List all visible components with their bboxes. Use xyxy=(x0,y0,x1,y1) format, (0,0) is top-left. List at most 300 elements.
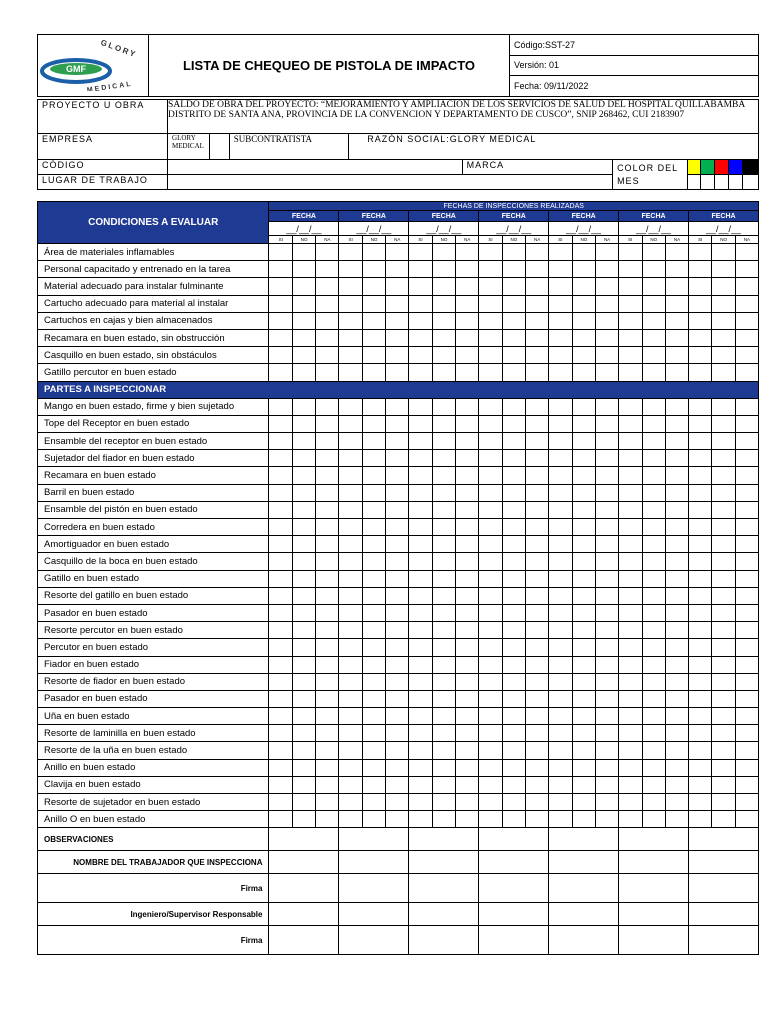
check-cell[interactable] xyxy=(596,278,619,295)
check-cell[interactable] xyxy=(339,536,362,553)
check-cell[interactable] xyxy=(362,398,385,415)
check-cell[interactable] xyxy=(619,656,642,673)
check-cell[interactable] xyxy=(526,415,549,432)
check-cell[interactable] xyxy=(689,519,712,536)
check-cell[interactable] xyxy=(712,484,735,501)
check-cell[interactable] xyxy=(386,794,409,811)
signature-cell[interactable] xyxy=(409,874,479,903)
signature-cell[interactable] xyxy=(619,851,689,874)
check-cell[interactable] xyxy=(269,501,292,518)
check-cell[interactable] xyxy=(596,553,619,570)
check-cell[interactable] xyxy=(386,742,409,759)
check-cell[interactable] xyxy=(642,690,665,707)
check-cell[interactable] xyxy=(292,570,315,587)
check-cell[interactable] xyxy=(596,519,619,536)
signature-cell[interactable] xyxy=(269,874,339,903)
check-cell[interactable] xyxy=(456,347,479,364)
check-cell[interactable] xyxy=(502,415,525,432)
check-cell[interactable] xyxy=(386,776,409,793)
check-cell[interactable] xyxy=(409,811,432,828)
check-cell[interactable] xyxy=(316,673,339,690)
check-cell[interactable] xyxy=(502,759,525,776)
check-cell[interactable] xyxy=(572,639,595,656)
empresa-blank[interactable] xyxy=(209,134,229,160)
check-cell[interactable] xyxy=(665,244,688,261)
check-cell[interactable] xyxy=(269,329,292,346)
check-cell[interactable] xyxy=(665,776,688,793)
check-cell[interactable] xyxy=(712,587,735,604)
check-cell[interactable] xyxy=(596,622,619,639)
check-cell[interactable] xyxy=(596,639,619,656)
check-cell[interactable] xyxy=(735,278,758,295)
signature-cell[interactable] xyxy=(619,874,689,903)
check-cell[interactable] xyxy=(596,244,619,261)
check-cell[interactable] xyxy=(619,329,642,346)
check-cell[interactable] xyxy=(432,708,455,725)
check-cell[interactable] xyxy=(526,244,549,261)
check-cell[interactable] xyxy=(549,742,572,759)
check-cell[interactable] xyxy=(665,673,688,690)
check-cell[interactable] xyxy=(502,347,525,364)
check-cell[interactable] xyxy=(456,811,479,828)
check-cell[interactable] xyxy=(572,501,595,518)
check-cell[interactable] xyxy=(362,759,385,776)
check-cell[interactable] xyxy=(712,536,735,553)
check-cell[interactable] xyxy=(456,467,479,484)
check-cell[interactable] xyxy=(432,484,455,501)
check-cell[interactable] xyxy=(386,261,409,278)
check-cell[interactable] xyxy=(642,639,665,656)
signature-cell[interactable] xyxy=(689,926,759,955)
check-cell[interactable] xyxy=(549,587,572,604)
check-cell[interactable] xyxy=(269,570,292,587)
check-cell[interactable] xyxy=(572,312,595,329)
check-cell[interactable] xyxy=(316,312,339,329)
signature-cell[interactable] xyxy=(269,903,339,926)
check-cell[interactable] xyxy=(619,742,642,759)
signature-cell[interactable] xyxy=(409,851,479,874)
check-cell[interactable] xyxy=(549,536,572,553)
check-cell[interactable] xyxy=(549,622,572,639)
check-cell[interactable] xyxy=(665,312,688,329)
check-cell[interactable] xyxy=(362,639,385,656)
check-cell[interactable] xyxy=(292,433,315,450)
check-cell[interactable] xyxy=(269,433,292,450)
check-cell[interactable] xyxy=(386,759,409,776)
check-cell[interactable] xyxy=(665,347,688,364)
check-cell[interactable] xyxy=(409,467,432,484)
check-cell[interactable] xyxy=(619,587,642,604)
check-cell[interactable] xyxy=(316,570,339,587)
check-cell[interactable] xyxy=(665,536,688,553)
check-cell[interactable] xyxy=(596,536,619,553)
check-cell[interactable] xyxy=(292,708,315,725)
check-cell[interactable] xyxy=(316,639,339,656)
check-cell[interactable] xyxy=(549,776,572,793)
check-cell[interactable] xyxy=(269,673,292,690)
check-cell[interactable] xyxy=(596,690,619,707)
check-cell[interactable] xyxy=(316,519,339,536)
check-cell[interactable] xyxy=(572,708,595,725)
check-cell[interactable] xyxy=(596,347,619,364)
check-cell[interactable] xyxy=(386,364,409,381)
check-cell[interactable] xyxy=(596,415,619,432)
check-cell[interactable] xyxy=(339,519,362,536)
check-cell[interactable] xyxy=(339,261,362,278)
check-cell[interactable] xyxy=(479,604,502,621)
check-cell[interactable] xyxy=(549,759,572,776)
check-cell[interactable] xyxy=(549,519,572,536)
check-cell[interactable] xyxy=(572,398,595,415)
check-cell[interactable] xyxy=(339,244,362,261)
signature-cell[interactable] xyxy=(409,828,479,851)
check-cell[interactable] xyxy=(269,261,292,278)
check-cell[interactable] xyxy=(269,295,292,312)
check-cell[interactable] xyxy=(526,295,549,312)
check-cell[interactable] xyxy=(572,295,595,312)
check-cell[interactable] xyxy=(479,450,502,467)
check-cell[interactable] xyxy=(432,278,455,295)
signature-cell[interactable] xyxy=(339,874,409,903)
check-cell[interactable] xyxy=(432,570,455,587)
check-cell[interactable] xyxy=(549,794,572,811)
check-cell[interactable] xyxy=(665,794,688,811)
check-cell[interactable] xyxy=(572,776,595,793)
check-cell[interactable] xyxy=(362,587,385,604)
check-cell[interactable] xyxy=(619,467,642,484)
check-cell[interactable] xyxy=(269,811,292,828)
check-cell[interactable] xyxy=(269,536,292,553)
check-cell[interactable] xyxy=(362,604,385,621)
check-cell[interactable] xyxy=(549,347,572,364)
check-cell[interactable] xyxy=(526,312,549,329)
check-cell[interactable] xyxy=(689,725,712,742)
check-cell[interactable] xyxy=(526,570,549,587)
check-cell[interactable] xyxy=(456,742,479,759)
check-cell[interactable] xyxy=(596,484,619,501)
check-cell[interactable] xyxy=(479,398,502,415)
check-cell[interactable] xyxy=(572,759,595,776)
check-cell[interactable] xyxy=(292,639,315,656)
check-cell[interactable] xyxy=(269,312,292,329)
check-cell[interactable] xyxy=(386,433,409,450)
check-cell[interactable] xyxy=(619,261,642,278)
check-cell[interactable] xyxy=(619,708,642,725)
check-cell[interactable] xyxy=(339,347,362,364)
check-cell[interactable] xyxy=(642,725,665,742)
check-cell[interactable] xyxy=(339,690,362,707)
check-cell[interactable] xyxy=(386,553,409,570)
check-cell[interactable] xyxy=(712,450,735,467)
check-cell[interactable] xyxy=(526,398,549,415)
check-cell[interactable] xyxy=(362,536,385,553)
check-cell[interactable] xyxy=(735,622,758,639)
check-cell[interactable] xyxy=(596,501,619,518)
check-cell[interactable] xyxy=(642,673,665,690)
check-cell[interactable] xyxy=(526,261,549,278)
check-cell[interactable] xyxy=(339,639,362,656)
check-cell[interactable] xyxy=(572,742,595,759)
check-cell[interactable] xyxy=(549,278,572,295)
check-cell[interactable] xyxy=(665,398,688,415)
check-cell[interactable] xyxy=(735,415,758,432)
check-cell[interactable] xyxy=(432,604,455,621)
check-cell[interactable] xyxy=(665,742,688,759)
check-cell[interactable] xyxy=(689,604,712,621)
check-cell[interactable] xyxy=(409,690,432,707)
check-cell[interactable] xyxy=(689,467,712,484)
check-cell[interactable] xyxy=(549,261,572,278)
check-cell[interactable] xyxy=(409,673,432,690)
check-cell[interactable] xyxy=(316,776,339,793)
check-cell[interactable] xyxy=(339,622,362,639)
signature-cell[interactable] xyxy=(689,903,759,926)
check-cell[interactable] xyxy=(712,570,735,587)
check-cell[interactable] xyxy=(735,467,758,484)
check-cell[interactable] xyxy=(526,604,549,621)
check-cell[interactable] xyxy=(549,415,572,432)
check-cell[interactable] xyxy=(526,329,549,346)
check-cell[interactable] xyxy=(409,759,432,776)
check-cell[interactable] xyxy=(642,587,665,604)
check-cell[interactable] xyxy=(689,484,712,501)
signature-cell[interactable] xyxy=(339,851,409,874)
check-cell[interactable] xyxy=(526,673,549,690)
check-cell[interactable] xyxy=(316,364,339,381)
check-cell[interactable] xyxy=(642,261,665,278)
check-cell[interactable] xyxy=(502,794,525,811)
check-cell[interactable] xyxy=(549,364,572,381)
check-cell[interactable] xyxy=(572,364,595,381)
check-cell[interactable] xyxy=(526,811,549,828)
check-cell[interactable] xyxy=(502,278,525,295)
check-cell[interactable] xyxy=(712,433,735,450)
check-cell[interactable] xyxy=(479,794,502,811)
check-cell[interactable] xyxy=(502,501,525,518)
signature-cell[interactable] xyxy=(479,926,549,955)
check-cell[interactable] xyxy=(362,467,385,484)
check-cell[interactable] xyxy=(502,295,525,312)
check-cell[interactable] xyxy=(292,484,315,501)
check-cell[interactable] xyxy=(619,501,642,518)
check-cell[interactable] xyxy=(456,639,479,656)
check-cell[interactable] xyxy=(572,622,595,639)
check-cell[interactable] xyxy=(619,364,642,381)
check-cell[interactable] xyxy=(386,725,409,742)
check-cell[interactable] xyxy=(572,794,595,811)
check-cell[interactable] xyxy=(316,484,339,501)
signature-cell[interactable] xyxy=(689,874,759,903)
check-cell[interactable] xyxy=(316,708,339,725)
check-cell[interactable] xyxy=(269,519,292,536)
check-cell[interactable] xyxy=(479,244,502,261)
check-cell[interactable] xyxy=(619,604,642,621)
check-cell[interactable] xyxy=(642,811,665,828)
check-cell[interactable] xyxy=(456,261,479,278)
check-cell[interactable] xyxy=(386,587,409,604)
check-cell[interactable] xyxy=(456,587,479,604)
check-cell[interactable] xyxy=(362,622,385,639)
check-cell[interactable] xyxy=(735,708,758,725)
check-cell[interactable] xyxy=(502,433,525,450)
check-cell[interactable] xyxy=(432,725,455,742)
check-cell[interactable] xyxy=(642,570,665,587)
check-cell[interactable] xyxy=(456,656,479,673)
check-cell[interactable] xyxy=(339,725,362,742)
check-cell[interactable] xyxy=(526,742,549,759)
check-cell[interactable] xyxy=(712,364,735,381)
check-cell[interactable] xyxy=(432,312,455,329)
check-cell[interactable] xyxy=(269,347,292,364)
check-cell[interactable] xyxy=(526,364,549,381)
check-cell[interactable] xyxy=(479,587,502,604)
check-cell[interactable] xyxy=(549,484,572,501)
check-cell[interactable] xyxy=(316,467,339,484)
check-cell[interactable] xyxy=(456,673,479,690)
date-input[interactable]: __/__/__ xyxy=(479,222,549,236)
check-cell[interactable] xyxy=(549,639,572,656)
check-cell[interactable] xyxy=(596,725,619,742)
check-cell[interactable] xyxy=(526,484,549,501)
check-cell[interactable] xyxy=(596,708,619,725)
check-cell[interactable] xyxy=(409,604,432,621)
check-cell[interactable] xyxy=(269,278,292,295)
check-cell[interactable] xyxy=(409,244,432,261)
check-cell[interactable] xyxy=(339,398,362,415)
check-cell[interactable] xyxy=(432,347,455,364)
check-cell[interactable] xyxy=(339,312,362,329)
check-cell[interactable] xyxy=(409,433,432,450)
check-cell[interactable] xyxy=(339,501,362,518)
check-cell[interactable] xyxy=(456,450,479,467)
check-cell[interactable] xyxy=(596,742,619,759)
check-cell[interactable] xyxy=(292,312,315,329)
check-cell[interactable] xyxy=(502,553,525,570)
check-cell[interactable] xyxy=(479,364,502,381)
check-cell[interactable] xyxy=(526,708,549,725)
check-cell[interactable] xyxy=(689,398,712,415)
signature-cell[interactable] xyxy=(339,903,409,926)
check-cell[interactable] xyxy=(432,622,455,639)
check-cell[interactable] xyxy=(502,622,525,639)
check-cell[interactable] xyxy=(386,708,409,725)
check-cell[interactable] xyxy=(619,398,642,415)
check-cell[interactable] xyxy=(642,415,665,432)
check-cell[interactable] xyxy=(456,622,479,639)
check-cell[interactable] xyxy=(712,725,735,742)
check-cell[interactable] xyxy=(339,776,362,793)
check-cell[interactable] xyxy=(596,776,619,793)
check-cell[interactable] xyxy=(619,570,642,587)
check-cell[interactable] xyxy=(479,484,502,501)
check-cell[interactable] xyxy=(292,776,315,793)
check-cell[interactable] xyxy=(316,398,339,415)
check-cell[interactable] xyxy=(316,501,339,518)
check-cell[interactable] xyxy=(362,347,385,364)
check-cell[interactable] xyxy=(712,329,735,346)
check-cell[interactable] xyxy=(362,570,385,587)
check-cell[interactable] xyxy=(339,759,362,776)
check-cell[interactable] xyxy=(642,501,665,518)
check-cell[interactable] xyxy=(549,708,572,725)
check-cell[interactable] xyxy=(596,467,619,484)
check-cell[interactable] xyxy=(549,553,572,570)
check-cell[interactable] xyxy=(339,433,362,450)
check-cell[interactable] xyxy=(292,604,315,621)
check-cell[interactable] xyxy=(316,536,339,553)
signature-cell[interactable] xyxy=(549,926,619,955)
check-cell[interactable] xyxy=(432,398,455,415)
check-cell[interactable] xyxy=(502,364,525,381)
check-cell[interactable] xyxy=(432,759,455,776)
check-cell[interactable] xyxy=(269,364,292,381)
check-cell[interactable] xyxy=(432,261,455,278)
date-input[interactable]: __/__/__ xyxy=(409,222,479,236)
check-cell[interactable] xyxy=(549,295,572,312)
check-cell[interactable] xyxy=(292,794,315,811)
check-cell[interactable] xyxy=(362,261,385,278)
check-cell[interactable] xyxy=(665,811,688,828)
check-cell[interactable] xyxy=(642,519,665,536)
check-cell[interactable] xyxy=(432,690,455,707)
check-cell[interactable] xyxy=(596,587,619,604)
check-cell[interactable] xyxy=(735,570,758,587)
check-cell[interactable] xyxy=(712,742,735,759)
check-cell[interactable] xyxy=(456,794,479,811)
signature-cell[interactable] xyxy=(619,903,689,926)
check-cell[interactable] xyxy=(596,398,619,415)
check-cell[interactable] xyxy=(316,278,339,295)
check-cell[interactable] xyxy=(735,690,758,707)
check-cell[interactable] xyxy=(526,519,549,536)
check-cell[interactable] xyxy=(502,708,525,725)
check-cell[interactable] xyxy=(689,329,712,346)
check-cell[interactable] xyxy=(572,587,595,604)
check-cell[interactable] xyxy=(339,329,362,346)
check-cell[interactable] xyxy=(712,622,735,639)
check-cell[interactable] xyxy=(735,347,758,364)
check-cell[interactable] xyxy=(689,347,712,364)
signature-cell[interactable] xyxy=(549,874,619,903)
check-cell[interactable] xyxy=(269,604,292,621)
check-cell[interactable] xyxy=(339,570,362,587)
check-cell[interactable] xyxy=(619,639,642,656)
check-cell[interactable] xyxy=(456,604,479,621)
check-cell[interactable] xyxy=(479,261,502,278)
check-cell[interactable] xyxy=(479,811,502,828)
check-cell[interactable] xyxy=(432,364,455,381)
check-cell[interactable] xyxy=(269,690,292,707)
check-cell[interactable] xyxy=(292,673,315,690)
check-cell[interactable] xyxy=(526,725,549,742)
check-cell[interactable] xyxy=(665,364,688,381)
check-cell[interactable] xyxy=(619,347,642,364)
check-cell[interactable] xyxy=(502,312,525,329)
check-cell[interactable] xyxy=(642,398,665,415)
check-cell[interactable] xyxy=(502,570,525,587)
check-cell[interactable] xyxy=(292,415,315,432)
check-cell[interactable] xyxy=(432,794,455,811)
check-cell[interactable] xyxy=(479,501,502,518)
check-cell[interactable] xyxy=(456,364,479,381)
check-cell[interactable] xyxy=(735,364,758,381)
check-cell[interactable] xyxy=(292,329,315,346)
check-cell[interactable] xyxy=(572,553,595,570)
check-cell[interactable] xyxy=(689,312,712,329)
check-cell[interactable] xyxy=(386,398,409,415)
check-cell[interactable] xyxy=(502,673,525,690)
check-cell[interactable] xyxy=(735,329,758,346)
